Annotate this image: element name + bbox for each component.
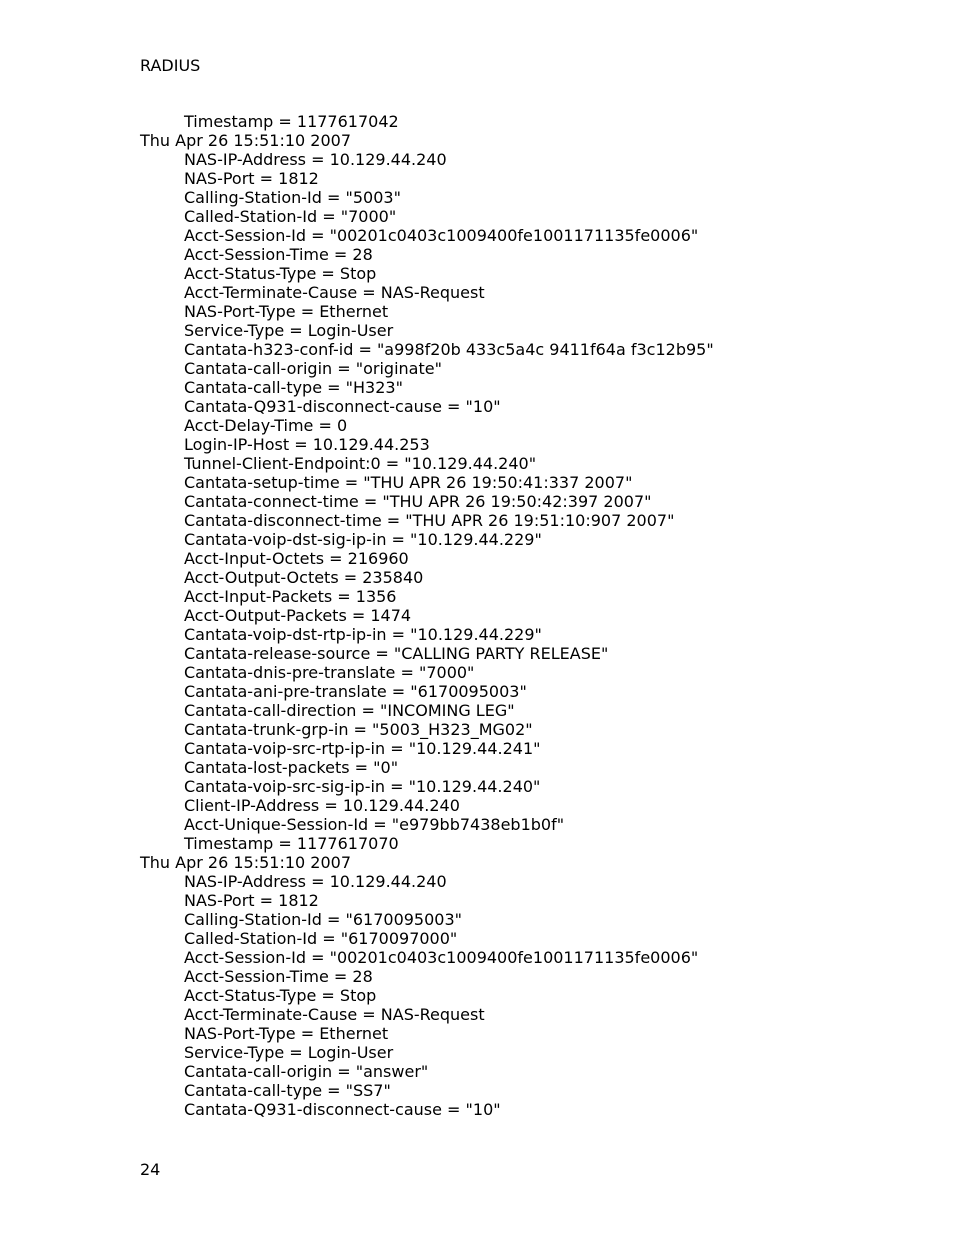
log-attribute-line: Cantata-h323-conf-id = "a998f20b 433c5a4c 9411f64a f3c12b95" [184, 340, 714, 359]
log-attribute-line: Cantata-trunk-grp-in = "5003_H323_MG02" [184, 720, 533, 739]
log-attribute-line: Calling-Station-Id = "6170095003" [184, 910, 463, 929]
log-attribute-line: NAS-Port = 1812 [184, 169, 319, 188]
log-attribute-line: Cantata-call-type = "H323" [184, 378, 403, 397]
log-attribute-line: Acct-Session-Time = 28 [184, 967, 373, 986]
log-attribute-line: Acct-Output-Octets = 235840 [184, 568, 424, 587]
page-number: 24 [140, 1160, 161, 1179]
log-attribute-line: Login-IP-Host = 10.129.44.253 [184, 435, 430, 454]
log-attribute-line: Timestamp = 1177617070 [184, 834, 399, 853]
log-attribute-line: Acct-Delay-Time = 0 [184, 416, 348, 435]
log-attribute-line: Acct-Status-Type = Stop [184, 986, 377, 1005]
log-attribute-line: Cantata-voip-src-rtp-ip-in = "10.129.44.241" [184, 739, 541, 758]
log-record-date: Thu Apr 26 15:51:10 2007 [140, 853, 352, 872]
log-attribute-line: Cantata-voip-dst-rtp-ip-in = "10.129.44.229" [184, 625, 542, 644]
log-attribute-line: NAS-IP-Address = 10.129.44.240 [184, 150, 447, 169]
log-attribute-line: Acct-Input-Packets = 1356 [184, 587, 397, 606]
log-attribute-line: Acct-Session-Id = "00201c0403c1009400fe1001171135fe0006" [184, 948, 699, 967]
log-attribute-line: Cantata-setup-time = "THU APR 26 19:50:41:337 2007" [184, 473, 633, 492]
log-attribute-line: Acct-Status-Type = Stop [184, 264, 377, 283]
log-attribute-line: NAS-Port-Type = Ethernet [184, 302, 389, 321]
running-header: RADIUS [140, 56, 201, 75]
log-attribute-line: Acct-Output-Packets = 1474 [184, 606, 412, 625]
log-attribute-line: NAS-Port-Type = Ethernet [184, 1024, 389, 1043]
log-attribute-line: Cantata-connect-time = "THU APR 26 19:50:42:397 2007" [184, 492, 652, 511]
log-attribute-line: Acct-Terminate-Cause = NAS-Request [184, 283, 485, 302]
log-attribute-line: Tunnel-Client-Endpoint:0 = "10.129.44.240" [184, 454, 537, 473]
log-attribute-line: Cantata-dnis-pre-translate = "7000" [184, 663, 475, 682]
log-attribute-line: Cantata-call-origin = "answer" [184, 1062, 429, 1081]
log-attribute-line: Acct-Input-Octets = 216960 [184, 549, 409, 568]
log-attribute-line: Cantata-call-direction = "INCOMING LEG" [184, 701, 515, 720]
log-attribute-line: Cantata-Q931-disconnect-cause = "10" [184, 397, 501, 416]
log-attribute-line: Service-Type = Login-User [184, 321, 394, 340]
log-attribute-line: Cantata-Q931-disconnect-cause = "10" [184, 1100, 501, 1119]
log-attribute-line: NAS-IP-Address = 10.129.44.240 [184, 872, 447, 891]
log-attribute-line: Cantata-disconnect-time = "THU APR 26 19:51:10:907 2007" [184, 511, 675, 530]
log-attribute-line: Cantata-call-type = "SS7" [184, 1081, 391, 1100]
log-record-date: Thu Apr 26 15:51:10 2007 [140, 131, 352, 150]
log-attribute-line: Cantata-voip-dst-sig-ip-in = "10.129.44.229" [184, 530, 542, 549]
log-attribute-line: Cantata-release-source = "CALLING PARTY RELEASE" [184, 644, 609, 663]
log-attribute-line: Cantata-call-origin = "originate" [184, 359, 442, 378]
log-attribute-line: Acct-Unique-Session-Id = "e979bb7438eb1b0f" [184, 815, 565, 834]
log-attribute-line: NAS-Port = 1812 [184, 891, 319, 910]
log-attribute-line: Cantata-lost-packets = "0" [184, 758, 399, 777]
log-attribute-line: Acct-Terminate-Cause = NAS-Request [184, 1005, 485, 1024]
log-attribute-line: Service-Type = Login-User [184, 1043, 394, 1062]
log-attribute-line: Acct-Session-Id = "00201c0403c1009400fe1001171135fe0006" [184, 226, 699, 245]
log-attribute-line: Called-Station-Id = "6170097000" [184, 929, 458, 948]
radius-log-listing [140, 112, 920, 1119]
log-attribute-line: Cantata-voip-src-sig-ip-in = "10.129.44.240" [184, 777, 541, 796]
log-attribute-line: Cantata-ani-pre-translate = "6170095003" [184, 682, 527, 701]
log-attribute-line: Timestamp = 1177617042 [184, 112, 399, 131]
log-attribute-line: Calling-Station-Id = "5003" [184, 188, 401, 207]
log-attribute-line: Client-IP-Address = 10.129.44.240 [184, 796, 460, 815]
log-attribute-line: Called-Station-Id = "7000" [184, 207, 397, 226]
log-attribute-line: Acct-Session-Time = 28 [184, 245, 373, 264]
